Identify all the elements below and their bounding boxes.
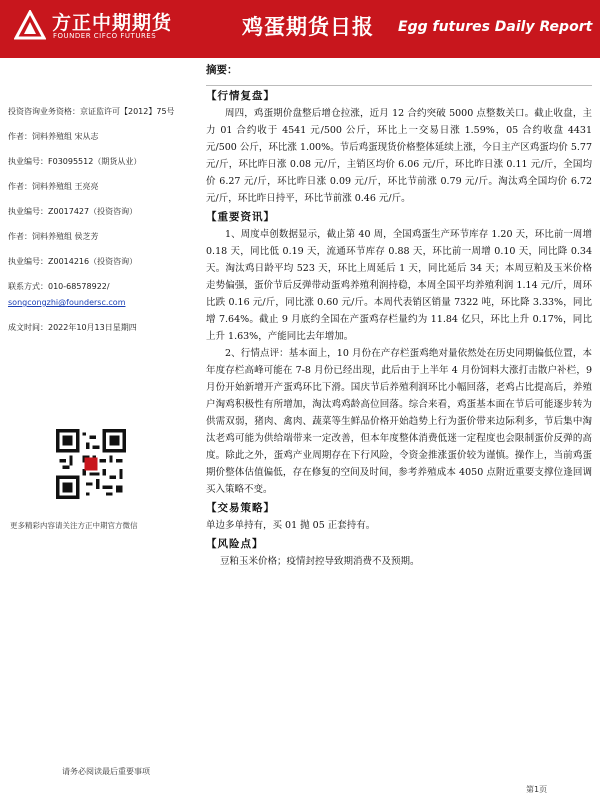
review-paragraph: 周四，鸡蛋期价盘整后增仓拉涨，近月 12 合约突破 5000 点整数关口。截止收盘，主力 01 合约收于 4541 元/500 公斤，环比上一交易日涨 1.59%，05 合约收盘 4431 元/500 公斤，环比涨 1.00%。节后鸡蛋现货价格整体延续上涨，今日主产区鸡蛋均价 5.77 元/斤，环比昨日涨 0.08 元/斤，主销区均价 6.06 元/斤，环比昨日涨 0.11 元/斤，全国均价 6.27 元/斤，环比昨日涨 0.09 元/斤，环比节前涨 0.79 元/斤。淘汰鸡全国均价 6.72 元/斤，环比昨日持平，环比节前涨 0.46 元/斤。 [206,108,592,204]
report-title: 鸡蛋期货日报 [242,15,374,39]
contact-phone: 联系方式：010-68578922/ [8,282,110,291]
news-paragraph-1: 1、周度卓创数据显示，截止第 40 周，全国鸡蛋生产环节库存 1.20 天，环比前一周增 0.18 天，同比低 0.19 天，流通环节库存 0.88 天，环比前一周增 0.10 天，同比降 0.34 天。淘汰鸡日龄平均 523 天，环比上周延后 1 天，同比延后 34 天；本周豆粕及玉米价格走势偏强，蛋价节后反弹带动蛋鸡养殖利润持稳，本周全国平均养殖利润 1.14 元/斤，周环比跌 0.16 元/斤，同比涨 0.60 元/斤。本周代表销区销量 7322 吨，环比降 3.33%，同比增 7.64%。截止 9 月底约全国在产蛋鸡存栏量约为 11.84 亿只，环比上升 0.17%，同比上升 1.63%，产能同比去年增加。 [206,229,592,342]
cert-3: 执业编号：Z0014216（投资咨询） [8,257,138,266]
contact-email[interactable]: songcongzhi@foundersc.com [8,298,126,307]
news-paragraph-2: 2、行情点评：基本面上，10 月份在产存栏蛋鸡绝对量依然处在历史同期偏低位置，本年度存栏高峰可能在 7-8 月份已经出现，此后由于上半年 4 月份饲料大涨打击散户补栏，9 月份开始新增开产蛋鸡环比下滑。国庆节后养殖利润环比小幅回落，老鸡占比提高后，养殖户淘鸡积极性有所增加，淘汰鸡鸡龄高位回落。综合来看，鸡蛋基本面在节后可能逐步转为供需双弱，猪肉、禽肉、蔬菜等生鲜品价格开始趋势上行为蛋价带来边际利多，节后集中淘汰老鸡可能为供给端带来一定改善，但本年度整体消费低迷一定程度也会限制蛋价反弹的高度。除此之外，蛋鸡产业周期存在下行风险，令资金推涨蛋价较为谨慎。操作上，当前鸡蛋期价整体估值偏低，存在修复的空间及时间，参考养殖成本 4050 点附近重要支撑位逢回调买入策略不变。 [206,348,592,495]
author-sidebar [8,106,193,347]
divider [206,85,592,86]
qr-caption: 更多精彩内容请关注方正中期官方微信 [10,521,138,530]
company-name-en: FOUNDER CIFCO FUTURES [53,32,157,40]
author-1: 作者：饲料养殖组 宋从志 [8,132,99,141]
section-review-heading: 【行情复盘】 [206,90,275,102]
publish-date: 成文时间：2022年10月13日星期四 [8,323,137,332]
page-number: 第1页 [526,785,548,794]
risk-text: 豆粕玉米价格；疫情封控导致期消费不及预期。 [220,556,420,567]
cert-2: 执业编号：Z0017427（投资咨询） [8,207,138,216]
summary-title: 摘要： [206,64,238,76]
section-news-heading: 【重要资讯】 [206,211,275,223]
cert-1: 执业编号：F03095512（期货从业） [8,157,142,166]
report-body [206,56,592,570]
strategy-text: 单边多单持有，买 01 抛 05 正套持有。 [206,520,376,531]
footer-disclaimer: 请务必阅读最后重要事项 [62,767,150,776]
section-risk-heading: 【风险点】 [206,538,264,550]
report-title-en: Egg futures Daily Report [398,19,593,35]
wechat-qr-code-icon [56,429,126,499]
company-name: 方正中期期货 [52,12,173,34]
founder-logo-icon [14,10,46,40]
section-strategy-heading: 【交易策略】 [206,502,275,514]
license-info: 投资咨询业务资格：京证监许可【2012】75号 [8,107,175,116]
author-3: 作者：饲料养殖组 侯芝芳 [8,232,99,241]
author-2: 作者：饲料养殖组 王亮亮 [8,182,99,191]
report-header [0,0,600,58]
